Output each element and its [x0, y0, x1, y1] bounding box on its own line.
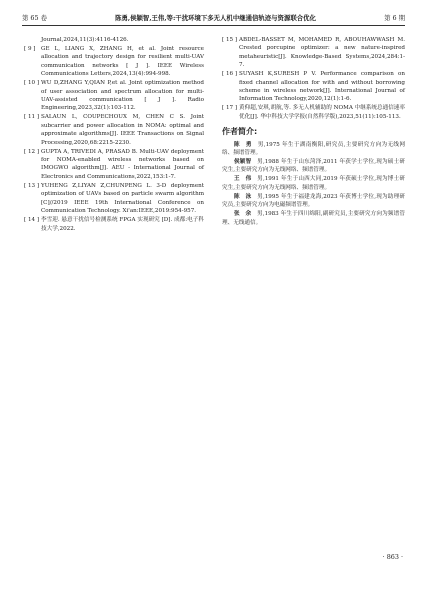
author-bio-text: 男,1991 年生于山西大同,2019 年获硕士学位,现为博士研究生,主要研究方向为无线网络、频谱管理。: [222, 176, 405, 191]
reference-number: [ 12 ]: [24, 148, 40, 155]
reference-number: [ 10 ]: [24, 80, 40, 87]
reference-number: [ 9 ]: [24, 46, 36, 52]
author-bio-text: 男,1988 年生于山东菏泽,2011 年获学士学位,现为硕士研究生,主要研究方向为无线网络、频谱管理。: [222, 159, 405, 174]
running-title: 陈勇,侯颖智,王伟,等:干扰环境下多无人机中继通信轨迹与资源联合优化: [115, 13, 316, 22]
reference-text: WU D,ZHANG Y,QIAN P,et al. Joint optimization method of user association and spectrum allocation for multi-UAV-assisted communication [ J ]. Radio Engineering,2023,32(1):103-112.: [41, 80, 204, 112]
reference-item: [222, 104, 405, 121]
reference-item: [24, 113, 204, 147]
right-column: [222, 36, 405, 228]
reference-text: GE L, LIANG X, ZHANG H, et al. Joint resource allocation and trajectory design for resilient multi-UAV communication networks [ J ]. IEEE Wireless Communications Letters,2024,13(4):994-998.: [41, 46, 204, 78]
reference-item: [24, 216, 204, 233]
author-bio-text: 男,1995 年生于福建龙海,2023 年获博士学位,现为助理研究员,主要研究方向为电磁频谱管理。: [222, 193, 405, 209]
reference-text: 黄仰超,安琪,胡航,等. 多无人机辅助的 NOMA 中继系统总通信速率优化[J]. 华中科技大学学报(自然科学版),2023,51(11):105-113.: [239, 105, 405, 120]
reference-item: [24, 182, 204, 216]
running-header: [22, 10, 405, 24]
reference-item: [222, 70, 405, 104]
reference-text: SALAUN L, COUPECHOUX M, CHEN C S. Joint subcarrier and power allocation in NOMA: optimal and approximate algorithms[J]. IEEE Transactions on Signal Processing,2020,68:2215-2230.: [41, 114, 204, 146]
reference-number: [ 13 ]: [24, 182, 40, 189]
page-number: · 863 ·: [382, 553, 403, 561]
author-bio: [222, 210, 405, 227]
reference-text: 李雪迎. 悬意干扰信号检测系统 FPGA 实现研究 [D]. 成都:电子科技大学,2022.: [41, 217, 204, 232]
author-bio: [222, 158, 405, 175]
author-name: 陈 泳: [234, 193, 252, 200]
reference-number: [ 11 ]: [24, 114, 40, 121]
reference-text: SUYASH K,SURESH P V. Performance comparison on fixed channel allocation for with and without borrowing scheme in wireless network[J]. International Journal of Information Technology,2020,12(1):1-6.: [239, 71, 405, 103]
reference-number: [ 15 ]: [222, 37, 238, 43]
author-bio-text: 男,1983 年生于四川绵阳,副研究员,主要研究方向为频谱管理、无线通信。: [222, 211, 405, 226]
header-rule: [22, 25, 405, 26]
reference-number: [ 16 ]: [222, 71, 238, 78]
reference-item: [24, 45, 204, 79]
reference-continuation: Journal,2024,11(3):4116-4126.: [41, 37, 129, 43]
author-bios-heading: 作者简介:: [222, 127, 258, 137]
reference-item: [24, 148, 204, 182]
volume-label: 第 65 卷: [22, 13, 47, 22]
author-name: 陈 勇: [234, 141, 252, 148]
reference-text: YUHENG Z,LIYAN Z,CHUNPENG L. 3-D deployment optimization of UAVs based on particle swarm algorithm [C]//2019 IEEE 19th International Conference on Communication Technology. Xi'an:IEEE,2019:954-957.: [41, 182, 204, 215]
author-bio: [222, 193, 405, 210]
reference-item: [24, 79, 204, 113]
author-bio-text: 男,1975 年生于湖南衡阳,研究员,主要研究方向为无线网络、频谱管理。: [222, 141, 405, 157]
left-column: [24, 36, 204, 234]
author-name: 王 伟: [234, 176, 252, 183]
author-name: 张 余: [234, 211, 252, 218]
issue-label: 第 6 期: [384, 13, 405, 22]
author-bio: [222, 175, 405, 192]
reference-text: ABDEL-BASSET M, MOHAMED R, ABOUHAWWASH M. Crested porcupine optimizer: a new nature-inspired metaheuristic[J]. Knowledge-Based Systems,2024,284:1-7.: [239, 37, 405, 69]
author-name: 侯颖智: [234, 159, 252, 166]
reference-item: [222, 36, 405, 70]
author-bio: [222, 141, 405, 158]
reference-number: [ 14 ]: [24, 217, 40, 224]
reference-text: GUPTA A, TRIVEDI A, PRASAD B. Multi-UAV deployment for NOMA-enabled wireless networks based on IMOGWO algorithm[J]. AEU - International Journal of Electronics and Communications,2022,153:1-7.: [41, 148, 204, 180]
reference-number: [ 17 ]: [222, 105, 238, 112]
